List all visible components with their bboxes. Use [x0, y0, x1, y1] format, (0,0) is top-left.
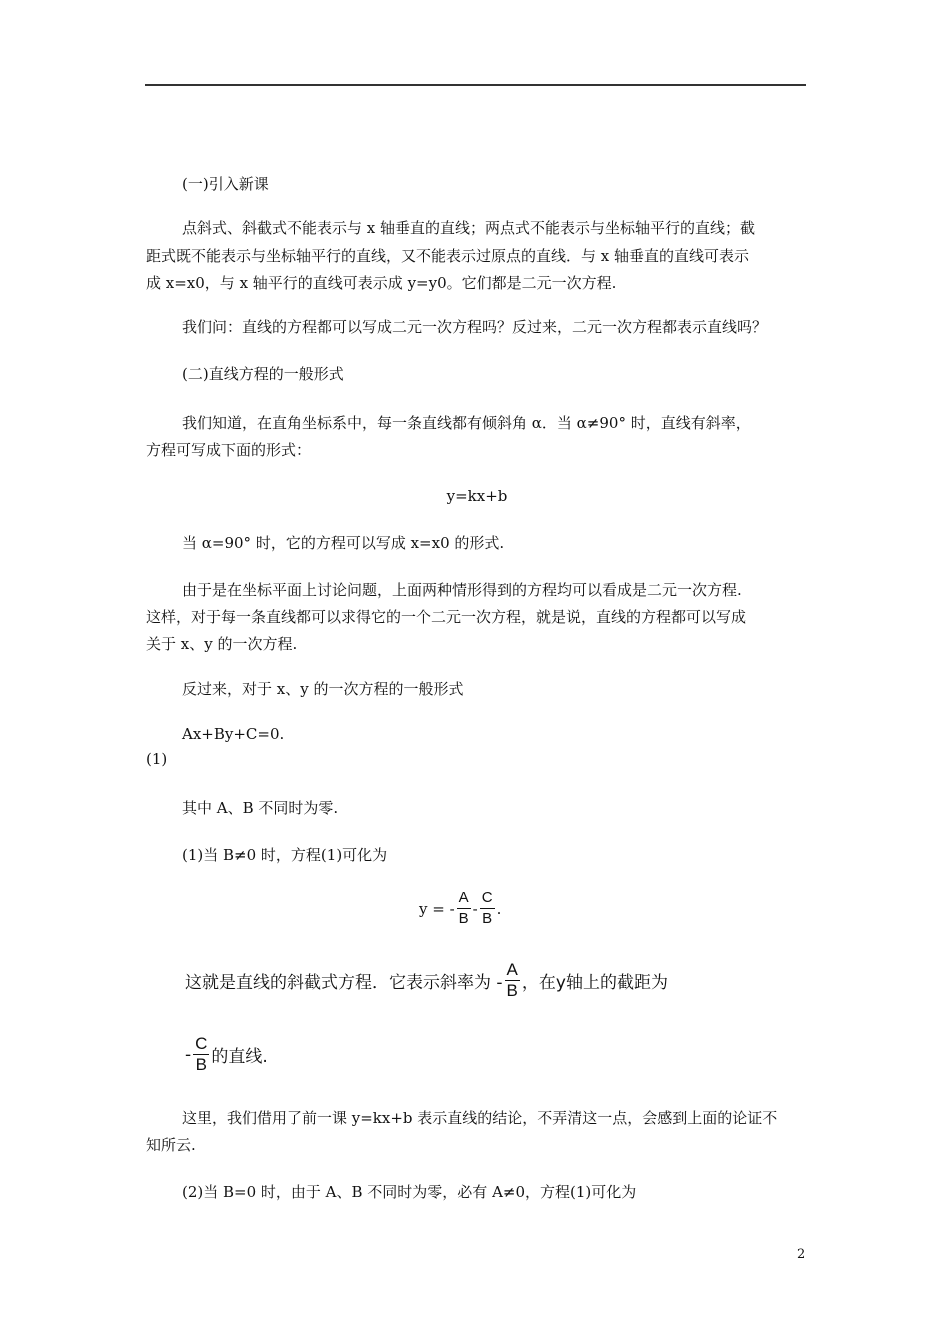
- paragraph-1-line-1: 点斜式、斜截式不能表示与 x 轴垂直的直线；两点式不能表示与坐标轴平行的直线；截: [182, 219, 755, 237]
- paragraph-6: 反过来，对于 x、y 的一次方程的一般形式: [182, 680, 464, 698]
- eq3-minus: -: [472, 899, 478, 918]
- eq3-lhs: y = -: [419, 899, 455, 918]
- paragraph-7: 其中 A、B 不同时为零.: [182, 799, 339, 817]
- paragraph-11-line-2: 知所云.: [146, 1136, 196, 1154]
- paragraph-5-line-2: 这样，对于每一条直线都可以求得它的一个二元一次方程，就是说，直线的方程都可以写成: [146, 608, 747, 626]
- paragraph-1-line-3: 成 x=x0，与 x 轴平行的直线可表示成 y=y0。它们都是二元一次方程.: [146, 274, 617, 292]
- paragraph-11-line-1: 这里，我们借用了前一课 y=kx+b 表示直线的结论，不弄清这一点，会感到上面的论证不: [182, 1109, 778, 1127]
- fraction-a-over-b: [457, 888, 471, 929]
- paragraph-5-line-1: 由于是在坐标平面上讨论问题，上面两种情形得到的方程均可以看成是二元一次方程.: [182, 581, 742, 599]
- paragraph-9-text-b: ，在y轴上的截距为: [521, 973, 668, 993]
- paragraph-10-minus: -: [185, 1044, 192, 1065]
- numerator: C: [195, 1034, 208, 1053]
- paragraph-5-line-3: 关于 x、y 的一次方程.: [146, 635, 298, 653]
- section-1-title: (一)引入新课: [182, 175, 269, 193]
- paragraph-9: [185, 960, 668, 1001]
- numerator: A: [457, 888, 471, 909]
- fraction-c-over-b: [193, 1034, 209, 1075]
- paragraph-4: 当 α=90° 时，它的方程可以写成 x=x0 的形式.: [182, 534, 505, 552]
- page-number: 2: [797, 1247, 806, 1262]
- paragraph-10: [185, 1034, 268, 1075]
- paragraph-8: (1)当 B≠0 时，方程(1)可化为: [182, 846, 388, 864]
- header-rule: [145, 84, 806, 86]
- fraction-a-over-b: [505, 960, 520, 1001]
- equation-rearranged: [419, 888, 501, 929]
- paragraph-10-text: 的直线.: [211, 1047, 268, 1067]
- equation-number: (1): [146, 750, 168, 768]
- equation-general-form: Ax+By+C=0.: [182, 725, 285, 743]
- denominator: B: [458, 910, 469, 927]
- denominator: B: [195, 1055, 207, 1074]
- section-2-title: (二)直线方程的一般形式: [182, 365, 344, 383]
- equation-slope-intercept: y=kx+b: [446, 487, 508, 505]
- fraction-c-over-b: [480, 888, 495, 929]
- paragraph-3-line-2: 方程可写成下面的形式：: [146, 441, 312, 459]
- paragraph-9-text-a: 这就是直线的斜截式方程．它表示斜率为 -: [185, 973, 503, 993]
- paragraph-3-line-1: 我们知道，在直角坐标系中，每一条直线都有倾斜角 α．当 α≠90° 时，直线有斜率，: [182, 414, 751, 432]
- paragraph-12: (2)当 B=0 时，由于 A、B 不同时为零，必有 A≠0，方程(1)可化为: [182, 1183, 637, 1201]
- eq3-period: .: [496, 899, 502, 918]
- numerator: A: [506, 960, 518, 979]
- paragraph-2: 我们问：直线的方程都可以写成二元一次方程吗？反过来，二元一次方程都表示直线吗？: [182, 318, 768, 336]
- denominator: B: [506, 981, 518, 1000]
- paragraph-1-line-2: 距式既不能表示与坐标轴平行的直线，又不能表示过原点的直线．与 x 轴垂直的直线可表示: [146, 247, 749, 265]
- numerator: C: [480, 888, 495, 909]
- denominator: B: [482, 910, 493, 927]
